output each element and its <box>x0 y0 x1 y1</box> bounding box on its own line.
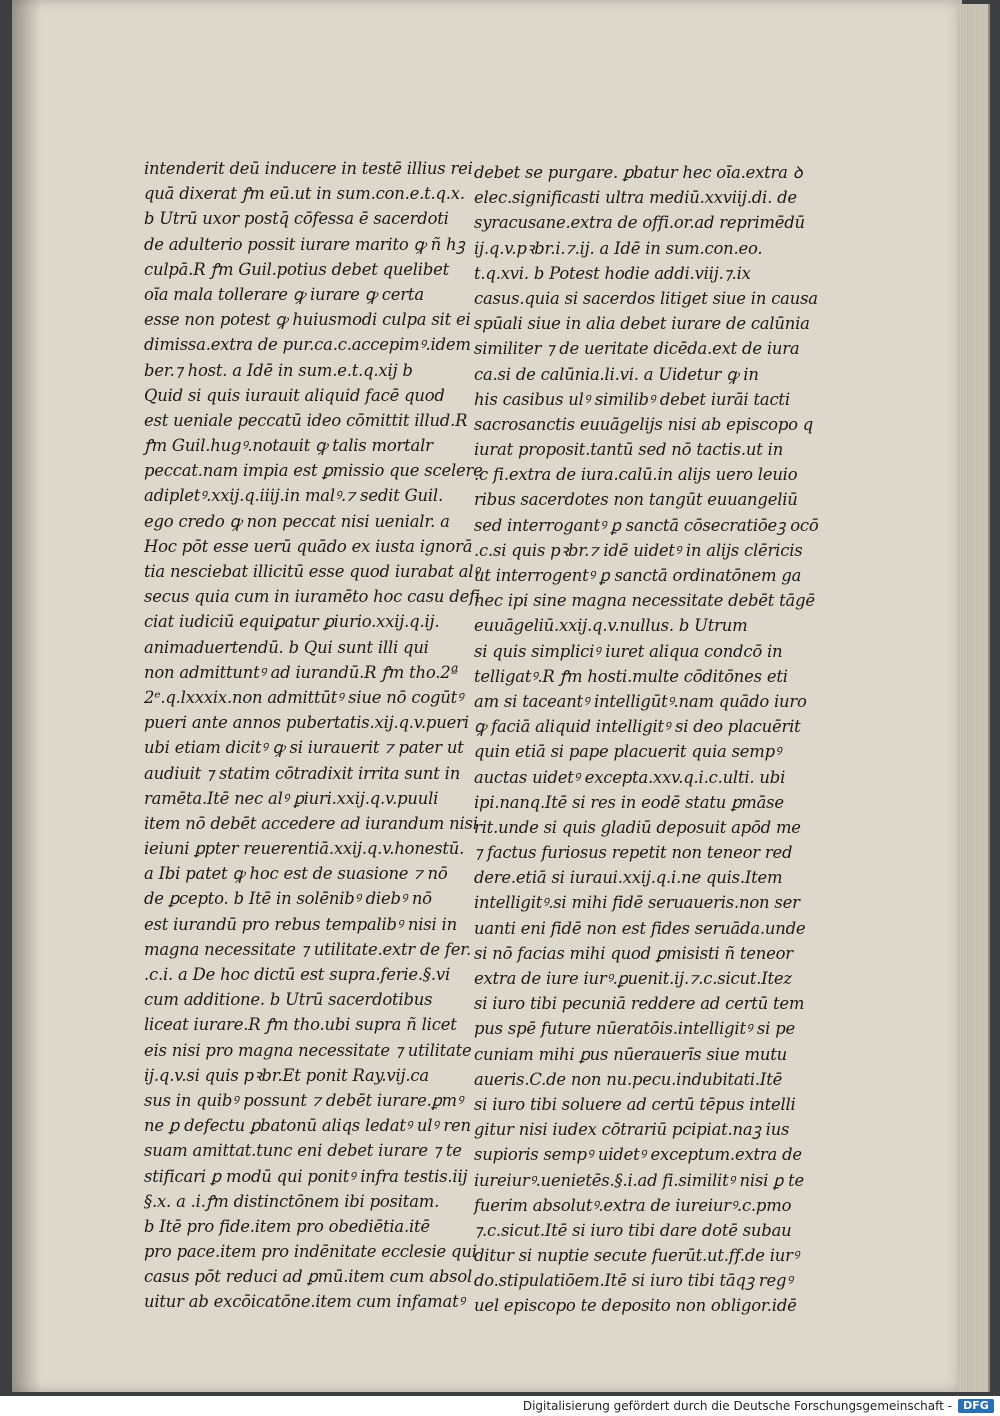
text-line: si nō facias mihi quod ꝑmisisti ñ teneor <box>474 943 793 963</box>
text-line: am si taceantꝰ intelligūtꝰ.nam quādo iuro <box>474 691 807 711</box>
text-line: nec ipi sine magna necessitate debēt tāgē <box>474 591 815 611</box>
text-line: de ꝑcepto. b Itē in solēnibꝰ diebꝰ nō <box>144 889 432 909</box>
text-line: .c.si quis pꝛbr.⁊ idē uidetꝰ in alijs clēricis <box>474 540 803 560</box>
gutter-shadow <box>12 0 42 1392</box>
text-line: ditur si nuptie secute fuerūt.ut.ff.de iurꝰ <box>474 1246 799 1266</box>
text-line: ribus sacerdotes non tangūt euuangeliū <box>474 490 798 510</box>
text-line: sus in quibꝰ possunt ⁊ debēt iurare.ꝑmꝰ <box>144 1090 463 1110</box>
text-line: b Itē pro fide.item pro obediētia.itē <box>144 1216 430 1236</box>
text-line: Hoc pōt esse uerū quādo ex iusta ignorā <box>144 536 473 556</box>
text-line: similiter ⁊ de ueritate dicēda.ext de iura <box>474 339 800 359</box>
left-text-column <box>144 156 483 1315</box>
text-line: si quis simpliciꝰ iuret aliqua condcō in <box>474 641 783 661</box>
text-line: syracusane.extra de offi.or.ad reprimēdū <box>474 213 805 233</box>
text-line: ciat iudiciū equiꝑatur ꝑiurio.xxij.q.ij. <box>144 612 440 632</box>
text-line: his casibus ulꝰ similibꝰ debet iurāi tacti <box>474 389 790 409</box>
text-line: culpā.R ꝭm Guil.potius debet quelibet <box>144 259 450 279</box>
text-line: audiuit ⁊ statim cōtradixit irrita sunt in <box>144 763 461 783</box>
text-line: ut interrogentꝰ ꝑ sanctā ordinatōnem ga <box>474 566 802 585</box>
text-line: oīa mala tollerare ꝙ iurare ꝙ certa <box>144 284 424 304</box>
text-line: peccat.nam impia est ꝑmissio que scelere <box>144 461 483 481</box>
text-line: ꝙ faciā aliquid intelligitꝰ si deo placuērit <box>474 717 801 737</box>
text-line: ꝭm Guil.hugꝰ.notauit ꝙ talis mortalr <box>144 436 433 456</box>
text-line: do.stipulatiōem.Itē si iuro tibi tāqꝫ regꝰ <box>474 1271 793 1291</box>
text-line: sed interrogantꝰ ꝑ sanctā cōsecratiōeꝫ ocō <box>474 515 819 535</box>
text-line: eis nisi pro magna necessitate ⁊ utilitate <box>144 1040 472 1060</box>
text-line: non admittuntꝰ ad iurandū.R ꝭm tho.2ª <box>144 662 459 682</box>
text-line: spūali siue in alia debet iurare de calūnia <box>474 314 810 334</box>
text-line: si iuro tibi pecuniā reddere ad certū tem <box>474 994 805 1014</box>
text-line: .c fi.extra de iura.calū.in alijs uero leuio <box>474 465 798 485</box>
text-line: dimissa.extra de pur.ca.c.accepimꝰ.idem <box>144 335 471 355</box>
text-line: cum additione. b Utrū sacerdotibus <box>144 990 433 1010</box>
text-line: ca.si de calūnia.li.vi. a Uidetur ꝙ in <box>474 364 759 384</box>
text-line: auctas uidetꝰ excepta.xxv.q.i.c.ulti. ubi <box>474 767 786 787</box>
text-line: item nō debēt accedere ad iurandum nisi <box>144 813 478 833</box>
funding-notice: Digitalisierung gefördert durch die Deutsche Forschungsgemeinschaft - <box>522 1399 952 1413</box>
text-line: sacrosanctis euuāgelijs nisi ab episcopo q <box>474 414 814 434</box>
text-line: fuerim absolutꝰ.extra de iureiurꝰ.c.pmo <box>474 1195 792 1215</box>
text-line: aueris.C.de non nu.pecu.indubitati.Itē <box>474 1069 783 1089</box>
text-line: ⁊ factus furiosus repetit non teneor red <box>474 843 793 863</box>
text-line: 2ᵉ.q.lxxxix.non admittūtꝰ siue nō cogūtꝰ <box>144 687 464 707</box>
text-line: stificari ꝑ modū qui ponitꝰ infra testis.iij <box>144 1166 468 1186</box>
page-edges <box>958 4 990 1392</box>
text-line: est iurandū pro rebus tempalibꝰ nisi in <box>144 914 457 934</box>
right-text-column <box>474 160 819 1319</box>
text-line: uel episcopo te deposito non obligor.idē <box>474 1296 797 1316</box>
text-line: §.x. a .i.ꝭm distinctōnem ibi positam. <box>144 1191 440 1211</box>
text-line: pus spē future nūeratōis.intelligitꝰ si pe <box>474 1019 795 1039</box>
text-line: ubi etiam dicitꝰ ꝙ si iurauerit ⁊ pater ut <box>144 738 464 758</box>
text-line: si iuro tibi soluere ad certū tēpus intelli <box>474 1094 796 1114</box>
text-line: quā dixerat ꝭm eū.ut in sum.con.e.t.q.x. <box>144 184 465 204</box>
text-line: casus.quia si sacerdos litiget siue in causa <box>474 288 818 308</box>
text-line: animaduertendū. b Qui sunt illi qui <box>144 637 429 657</box>
text-line: ber.⁊ host. a Idē in sum.e.t.q.xij b <box>144 360 413 380</box>
text-line: esse non potest ꝙ huiusmodi culpa sit ei <box>144 310 471 330</box>
text-line: ramēta.Itē nec alꝰ ꝑiuri.xxij.q.v.puuli <box>144 788 439 808</box>
text-line: .c.i. a De hoc dictū est supra.ferie.§.vi <box>144 965 451 984</box>
text-line: ieiuni ꝑpter reuerentiā.xxij.q.v.honestū. <box>144 839 465 859</box>
text-line: debet se purgare. ꝑbatur hec oīa.extra ꝺ <box>474 163 803 182</box>
text-line: Quid si quis iurauit aliquid facē quod <box>144 385 445 405</box>
text-line: rit.unde si quis gladiū deposuit apōd me <box>474 817 801 837</box>
text-line: secus quia cum in iuramēto hoc casu defi <box>144 587 480 607</box>
text-line: iurat proposit.tantū sed nō tactis.ut in <box>474 440 784 460</box>
text-line: de adulterio possit iurare marito ꝙ ñ hꝫ <box>144 234 465 254</box>
text-line: ij.q.v.si quis pꝛbr.Et ponit Ray.vij.ca <box>144 1065 429 1085</box>
text-line: gitur nisi iudex cōtrariū pcipiat.naꝫ ius <box>474 1120 790 1140</box>
text-line: cuniam mihi ꝑus nūerauerīs siue mutu <box>474 1044 787 1064</box>
text-line: ⁊.c.sicut.Itē si iuro tibi dare dotē subau <box>474 1220 792 1240</box>
text-line: t.q.xvi. b Potest hodie addi.viij.⁊.ix <box>474 263 751 283</box>
text-line: elec.significasti ultra mediū.xxviij.di. de <box>474 188 797 208</box>
text-line: ne ꝑ defectu ꝑbatonū aliqs ledatꝰ ulꝰ ren <box>144 1116 471 1136</box>
text-line: adipletꝰ.xxij.q.iiij.in malꝰ.⁊ sedit Guil. <box>144 486 443 506</box>
text-line: intelligitꝰ.si mihi fidē seruaueris.non ser <box>474 893 800 913</box>
text-line: casus pōt reduci ad ꝑmū.item cum absol <box>144 1267 473 1287</box>
text-line: ipi.nanq.Itē si res in eodē statu ꝑmāse <box>474 792 784 812</box>
text-line: extra de iure iurꝰ.ꝑuenit.ij.⁊.c.sicut.Itez <box>474 969 792 988</box>
text-line: pro pace.item pro indēnitate ecclesie qui <box>144 1242 477 1262</box>
text-line: telligatꝰ.R ꝭm hosti.multe cōditōnes eti <box>474 666 788 686</box>
text-line: ego credo ꝙ non peccat nisi uenialr. a <box>144 511 450 531</box>
text-line: tia nesciebat illicitū esse quod iurabat alꝰ <box>144 562 480 581</box>
text-line: euuāgeliū.xxij.q.v.nullus. b Utrum <box>474 616 748 636</box>
text-line: intenderit deū inducere in testē illius rei <box>144 159 473 178</box>
text-line: supioris sempꝰ uidetꝰ exceptum.extra de <box>474 1145 802 1165</box>
text-line: a Ibi patet ꝙ hoc est de suasione ⁊ nō <box>144 864 448 884</box>
text-line: magna necessitate ⁊ utilitate.extr de fer. <box>144 939 472 959</box>
text-line: liceat iurare.R ꝭm tho.ubi supra ñ licet <box>144 1015 457 1035</box>
text-line: est ueniale peccatū ideo cōmittit illud.R <box>144 410 468 430</box>
text-line: ij.q.v.pꝛbr.i.⁊.ij. a Idē in sum.con.eo. <box>474 238 763 258</box>
text-line: uanti eni fidē non est fides seruāda.unde <box>474 918 806 938</box>
text-line: uitur ab excōicatōne.item cum infamatꝰ <box>144 1292 465 1312</box>
text-line: b Utrū uxor postq̄ cōfessa ē sacerdoti <box>144 209 449 229</box>
dfg-logo: DFG <box>958 1399 994 1413</box>
text-line: suam amittat.tunc eni debet iurare ⁊ te <box>144 1141 462 1161</box>
text-line: iureiurꝰ.uenietēs.§.i.ad fi.similitꝰ nisi ꝑ te <box>474 1170 804 1190</box>
text-line: pueri ante annos pubertatis.xij.q.v.pueri <box>144 713 469 733</box>
text-line: quin etiā si pape placuerit quia sempꝰ <box>474 742 781 762</box>
text-line: dere.etiā si iuraui.xxij.q.i.ne quis.Item <box>474 868 783 888</box>
